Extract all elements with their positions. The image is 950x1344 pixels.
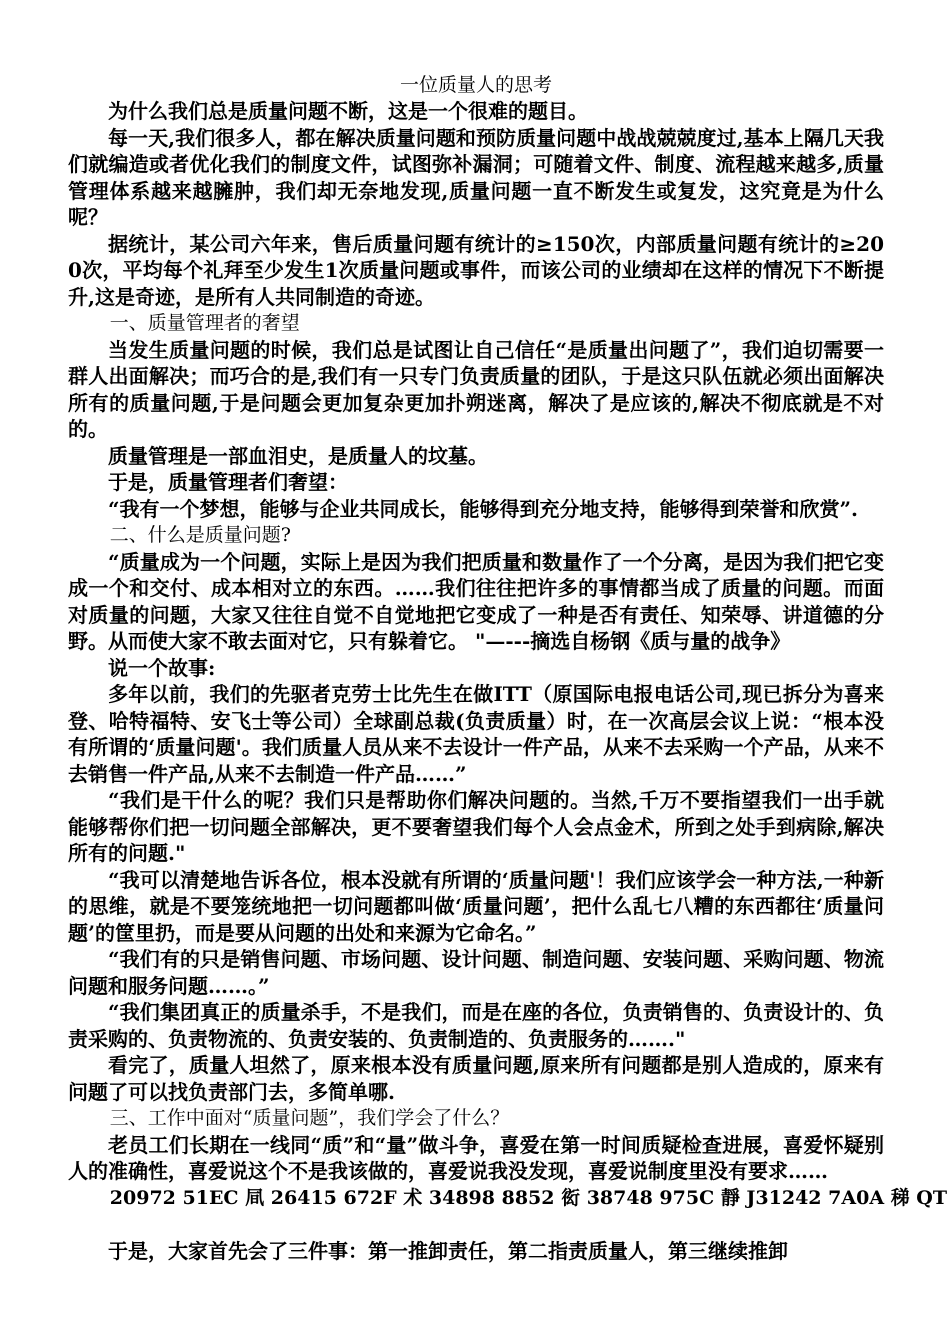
body-paragraph: 看完了，质量人坦然了，原来根本没有质量问题,原来所有问题都是别人造成的，原来有问题了可以找负责部门去，多简单哪. xyxy=(68,1053,884,1104)
section-heading: 一、质量管理者的奢望 xyxy=(109,312,300,334)
section-heading: 二、什么是质量问题? xyxy=(109,524,291,546)
document-body xyxy=(68,98,947,1265)
body-paragraph: “我们有的只是销售问题、市场问题、设计问题、制造问题、安装问题、采购问题、物流问题和服务问题……。” xyxy=(68,947,884,998)
body-paragraph: 于是，质量管理者们奢望： xyxy=(108,470,348,494)
body-paragraph: “我们是干什么的呢？我们只是帮助你们解决问题的。当然,千万不要指望我们一出手就能够帮你们把一切问题全部解决，更不要奢望我们每个人会点金术，所到之处手到病除,解决所有的问题." xyxy=(68,788,884,865)
encoding-code-line: 20972 51EC 凬 26415 672F 术 34898 8852 衒 38748 975C 靜 J31242 7A0A 稊 QT xyxy=(109,1186,947,1209)
body-paragraph: “我有一个梦想，能够与企业共同成长，能够得到充分地支持，能够得到荣誉和欣赏”. xyxy=(108,496,858,521)
body-paragraph: 老员工们长期在一线同“质”和“量”做斗争，喜爱在第一时间质疑检查进展，喜爱怀疑别人的准确性，喜爱说这个不是我该做的，喜爱说我没发现，喜爱说制度里没有要求…… xyxy=(68,1132,884,1183)
body-paragraph: 于是，大家首先会了三件事：第一推卸责任，第二指责质量人，第三继续推卸 xyxy=(108,1239,788,1263)
section-heading: 三、工作中面对“质量问题”，我们学会了什么？ xyxy=(109,1107,510,1129)
body-paragraph: 多年以前，我们的先驱者克劳士比先生在做ITT（原国际电报电话公司,现已拆分为喜来登、哈特福特、安飞士等公司）全球副总裁(负责质量）时，在一次高层会议上说：“根本没有所谓的‘质量问题'。我们质量人员从来不去设计一件产品，从来不去采购一个产品，从来不去销售一件产品,从来不去制造一件产品……” xyxy=(68,682,884,786)
body-paragraph: “我可以清楚地告诉各位，根本没就有所谓的‘质量问题'！我们应该学会一种方法,一种新的思维，就是不要笼统地把一切问题都叫做‘质量问题’，把什么乱七八糟的东西都往‘质量问题’的筐里扔，而是要从问题的出处和来源为它命名。” xyxy=(68,867,884,945)
document-title: 一位质量人的思考 xyxy=(399,74,552,96)
body-paragraph: 当发生质量问题的时候，我们总是试图让自己信任“是质量出问题了”，我们迫切需要一群人出面解决；而巧合的是,我们有一只专门负责质量的团队，于是这只队伍就必须出面解决所有的质量问题,于是问题会更加复杂更加扑朔迷离，解决了是应该的,解决不彻底就是不对的。 xyxy=(68,337,884,441)
body-paragraph: “质量成为一个问题，实际上是因为我们把质量和数量作了一个分离，是因为我们把它变成一个和交付、成本相对立的东西。……我们往往把许多的事情都当成了质量的问题。而面对质量的问题，大家又往往自觉不自觉地把它变成了一种是否有责任、知荣辱、讲道德的分野。从而使大家不敢去面对它，只有躲着它。 "—---摘选自杨钢《质与量的战争》 xyxy=(68,549,884,653)
body-paragraph: 据统计，某公司六年来，售后质量问题有统计的≥150次，内部质量问题有统计的≥200次，平均每个礼拜至少发生1次质量问题或事件，而该公司的业绩却在这样的情况下不断提升,这是奇迹，是所有人共同制造的奇迹。 xyxy=(68,231,884,309)
body-paragraph: 质量管理是一部血泪史，是质量人的坟墓。 xyxy=(108,443,488,468)
blank-line xyxy=(68,1211,884,1238)
body-paragraph: 说一个故事: xyxy=(108,655,216,680)
body-paragraph: 每一天,我们很多人，都在解决质量问题和预防质量问题中战战兢兢度过,基本上隔几天我们就编造或者优化我们的制度文件，试图弥补漏洞；可随着文件、制度、流程越来越多,质量管理体系越来越臃肿，我们却无奈地发现,质量问题一直不断发生或复发，这究竟是为什么呢？ xyxy=(68,125,884,229)
body-paragraph: 为什么我们总是质量问题不断，这是一个很难的题目。 xyxy=(108,99,588,123)
body-paragraph: “我们集团真正的质量杀手，不是我们，而是在座的各位，负责销售的、负责设计的、负责采购的、负责物流的、负责安装的、负责制造的、负责服务的……." xyxy=(68,1000,884,1051)
document-page xyxy=(68,72,947,1265)
